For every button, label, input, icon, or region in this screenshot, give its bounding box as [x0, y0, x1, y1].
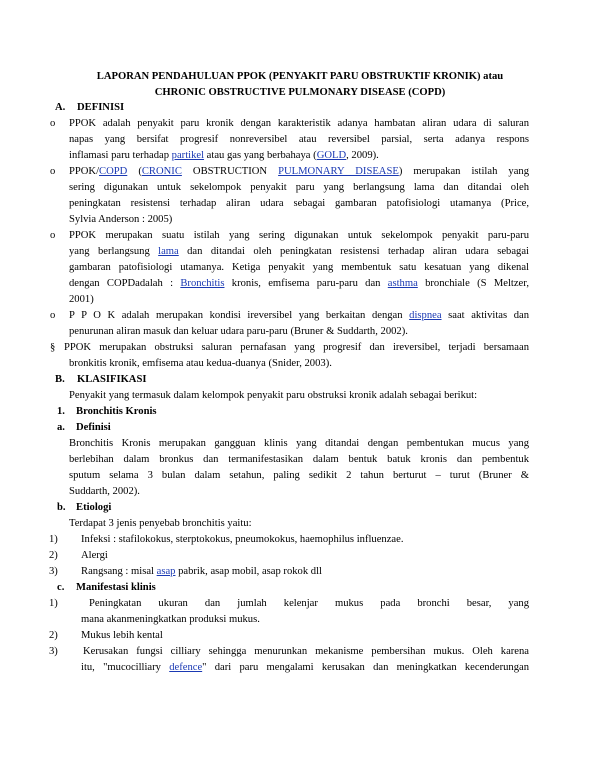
- section-a-number: A.: [55, 102, 66, 113]
- manifestation-1-line-2: mana akanmeningkatkan produksi mukus.: [81, 614, 260, 625]
- bronchitis-definition-line-2: berlebihan dalam bronkus dan termanifestasikan dalam bentuk batuk kronis dan pembentuk: [69, 454, 529, 465]
- list-number: 3): [49, 646, 58, 657]
- classification-intro: Penyakit yang termasuk dalam kelompok penyakit paru obstruksi kronik adalah sebagai berikut:: [69, 390, 478, 401]
- subsection-a-letter: a.: [57, 422, 65, 433]
- section-a-heading: DEFINISI: [77, 102, 125, 113]
- section-b-heading: KLASIFIKASI: [77, 374, 147, 385]
- etiology-item-1: Infeksi : stafilokokus, sterptokokus, pneumokokus, haemophilus influenzae.: [81, 534, 404, 545]
- definition-2-line-1: PPOK/COPD (CRONIC OBSTRUCTION PULMONARY DISEASE) merupakan istilah yang: [69, 166, 529, 177]
- subsection-b-letter: b.: [57, 502, 66, 513]
- document-title-line-2: CHRONIC OBSTRUCTIVE PULMONARY DISEASE (COPD): [154, 87, 446, 98]
- manifestation-3-line-2: itu, "mucocilliary defence" dari paru mengalami kerusakan dan meningkatkan kecenderungan: [81, 662, 530, 673]
- subsection-b-heading: Etiologi: [76, 502, 112, 513]
- manifestation-1-line-1: Peningkatan ukuran dan jumlah kelenjar mukus pada bronchi besar, yang: [89, 598, 529, 609]
- subsection-1-heading: Bronchitis Kronis: [76, 406, 157, 417]
- definition-4-line-1: P P O K adalah merupakan kondisi ireversibel yang berkaitan dengan dispnea saat aktivitas dan: [69, 310, 530, 321]
- manifestation-3-line-1: Kerusakan fungsi cilliary sehingga menurunkan mekanisme pembersihan mukus. Oleh karena: [83, 646, 529, 657]
- link-bronchitis[interactable]: Bronchitis: [180, 278, 225, 289]
- definition-3-line-1: PPOK merupakan suatu istilah yang sering digunakan untuk sekelompok penyakit paru-paru: [69, 230, 529, 241]
- bullet-section-sign: §: [50, 342, 56, 353]
- definition-5-line-2: bronkitis kronik, emfisema atau kedua-duanya (Snider, 2003).: [69, 358, 332, 369]
- bullet-o: o: [50, 166, 56, 177]
- manifestation-2-line-1: Mukus lebih kental: [81, 630, 163, 641]
- link-asthma[interactable]: asthma: [387, 278, 418, 289]
- subsection-1-number: 1.: [57, 406, 65, 417]
- definition-3-line-3: gambaran patofisiologi utamanya. Ketiga penyakit yang membentuk satu kesatuan yang dikenal: [69, 262, 529, 273]
- link-gold[interactable]: GOLD: [316, 150, 347, 161]
- document-title-line-1: LAPORAN PENDAHULUAN PPOK (PENYAKIT PARU OBSTRUKTIF KRONIK) atau: [96, 71, 504, 82]
- definition-4-line-2: penurunan aliran masuk dan keluar udara paru-paru (Bruner & Suddarth, 2002).: [69, 326, 408, 337]
- bronchitis-definition-line-4: Suddarth, 2002).: [69, 486, 140, 497]
- link-copd[interactable]: COPD: [99, 166, 128, 177]
- definition-2-line-3: peningkatan resistensi terhadap aliran udara sebagai gambaran patofisiologi utamanya (Price,: [69, 198, 529, 209]
- link-cronic[interactable]: CRONIC: [141, 166, 182, 177]
- bronchitis-definition-line-1: Bronchitis Kronis merupakan gangguan klinis yang ditandai dengan pembentukan mucus yang: [69, 438, 529, 449]
- link-asap[interactable]: asap: [156, 566, 176, 577]
- definition-3-line-4: dengan COPDadalah : Bronchitis kronis, emfisema paru-paru dan asthma bronchiale (S Meltzer,: [69, 278, 529, 289]
- etiology-item-3: Rangsang : misal asap pabrik, asap mobil, asap rokok dll: [81, 566, 322, 577]
- list-number: 1): [49, 598, 58, 609]
- list-number: 3): [49, 566, 58, 577]
- definition-5-line-1: PPOK merupakan obstruksi saluran pernafasan yang progresif dan ireversibel, terjadi bersamaan: [64, 342, 529, 353]
- subsection-a-heading: Definisi: [76, 422, 111, 433]
- bronchitis-definition-line-3: sputum selama 3 bulan dalam setahun, paling sedikit 2 tahun berturut – turut (Bruner &: [69, 470, 529, 481]
- definition-2-line-4: Sylvia Anderson : 2005): [69, 214, 173, 225]
- section-b-number: B.: [55, 374, 65, 385]
- definition-2-line-2: sering digunakan untuk sekelompok penyakit paru yang berlangsung lama dan ditandai oleh: [69, 182, 529, 193]
- bullet-o: o: [50, 310, 56, 321]
- etiology-item-2: Alergi: [81, 550, 108, 561]
- subsection-c-letter: c.: [57, 582, 65, 593]
- bullet-o: o: [50, 230, 56, 241]
- etiology-intro: Terdapat 3 jenis penyebab bronchitis yaitu:: [69, 518, 252, 529]
- definition-3-line-5: 2001): [69, 294, 94, 305]
- link-defence[interactable]: defence: [169, 662, 203, 673]
- link-pulmonary-disease[interactable]: PULMONARY DISEASE: [278, 166, 399, 177]
- link-partikel[interactable]: partikel: [171, 150, 205, 161]
- definition-3-line-2: yang berlangsung lama dan ditandai oleh peningkatan resistensi terhadap aliran udara sebagai: [69, 246, 529, 257]
- bullet-o: o: [50, 118, 56, 129]
- definition-1-line-1: PPOK adalah penyakit paru kronik dengan karakteristik adanya hambatan aliran udara di saluran: [69, 118, 529, 129]
- definition-1-line-2: napas yang bersifat progresif nonreversibel atau reversibel parsial, serta adanya respons: [69, 134, 529, 145]
- subsection-c-heading: Manifestasi klinis: [76, 582, 156, 593]
- list-number: 2): [49, 630, 58, 641]
- link-dispnea[interactable]: dispnea: [409, 310, 442, 321]
- list-number: 1): [49, 534, 58, 545]
- list-number: 2): [49, 550, 58, 561]
- link-lama[interactable]: lama: [158, 246, 179, 257]
- definition-1-line-3: inflamasi paru terhadap partikel atau gas yang berbahaya (GOLD, 2009).: [69, 150, 379, 161]
